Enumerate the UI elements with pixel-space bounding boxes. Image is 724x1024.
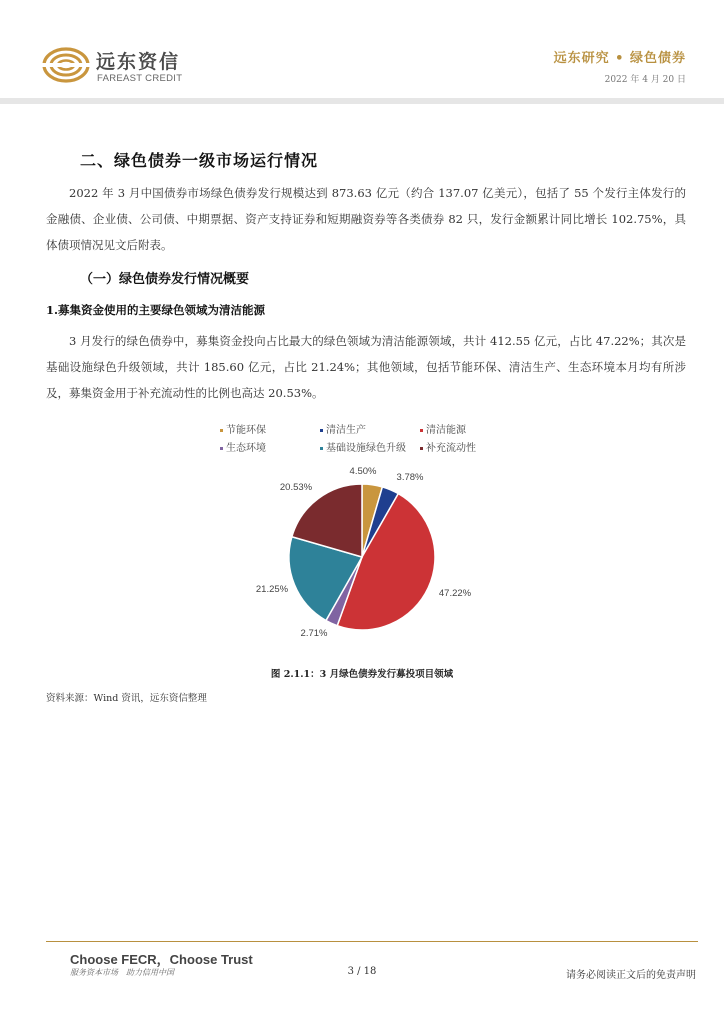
- legend-swatch-energy-saving: [220, 429, 223, 432]
- legend-label-ecology: 生态环境: [226, 443, 266, 454]
- legend-swatch-clean-energy: [420, 429, 423, 432]
- green-bond-use-of-proceeds-pie-chart: [200, 420, 520, 660]
- legend-label-infrastructure-upgrade: 基础设施绿色升级: [326, 443, 406, 454]
- page-number: 3 / 18: [347, 966, 377, 977]
- legend-swatch-infrastructure-upgrade: [320, 447, 323, 450]
- report-series-title: 远东研究 • 绿色债券: [553, 51, 686, 66]
- footer-divider: [46, 941, 698, 942]
- fareast-credit-logo-icon: [42, 46, 90, 84]
- data-label-liquidity: 20.53%: [279, 482, 313, 493]
- legend-label-clean-production: 清洁生产: [326, 425, 366, 436]
- legend-swatch-clean-production: [320, 429, 323, 432]
- data-label-energy-saving: 4.50%: [349, 466, 377, 477]
- disclaimer-note: 请务必阅读正文后的免责声明: [566, 970, 696, 981]
- logo-name-cn: 远东资信: [96, 51, 181, 73]
- data-label-clean-production: 3.78%: [396, 472, 424, 483]
- legend-label-clean-energy: 清洁能源: [426, 425, 466, 436]
- data-label-infrastructure-upgrade: 21.25%: [255, 584, 289, 595]
- data-label-ecology: 2.71%: [300, 628, 328, 639]
- subsection-title: （一）绿色债券发行情况概要: [80, 272, 250, 287]
- data-label-clean-energy: 47.22%: [438, 588, 472, 599]
- figure-source: 资料来源：Wind 资讯，远东资信整理: [46, 693, 207, 704]
- logo-name-en: FAREAST CREDIT: [97, 73, 183, 84]
- legend-swatch-liquidity: [420, 447, 423, 450]
- legend-label-energy-saving: 节能环保: [226, 425, 266, 436]
- legend-swatch-ecology: [220, 447, 223, 450]
- figure-caption: 图 2.1.1：3 月绿色债券发行募投项目领域: [270, 669, 454, 680]
- point-title: 1.募集资金使用的主要绿色领域为清洁能源: [46, 303, 266, 317]
- header-divider: [0, 98, 724, 104]
- report-date: 2022 年 4 月 20 日: [604, 75, 686, 85]
- intro-paragraph: 2022 年 3 月中国债券市场绿色债券发行规模达到 873.63 亿元（约合 137.07 亿美元），包括了 55 个发行主体发行的金融债、企业债、公司债、中期票据、资产支持证券和短期融资券等各类债券 82 只，发行金额累计同比增长 102.75%，具体债项情况见文后附表。: [46, 186, 686, 252]
- point-paragraph: 3 月发行的绿色债券中，募集资金投向占比最大的绿色领域为清洁能源领域，共计 412.55 亿元，占比 47.22%；其次是基础设施绿色升级领域，共计 185.60 亿元，占比 21.24%；其他领域，包括节能环保、清洁生产、生态环境本月均有所涉及，募集资金用于补充流动性的比例也高达 20.53%。: [46, 334, 686, 400]
- section-title: 二、绿色债券一级市场运行情况: [80, 151, 319, 170]
- footer-brand: Choose FECR，Choose Trust: [70, 952, 253, 967]
- footer-slogan: 服务资本市场 助力信用中国: [70, 968, 174, 977]
- legend-label-liquidity: 补充流动性: [426, 443, 476, 454]
